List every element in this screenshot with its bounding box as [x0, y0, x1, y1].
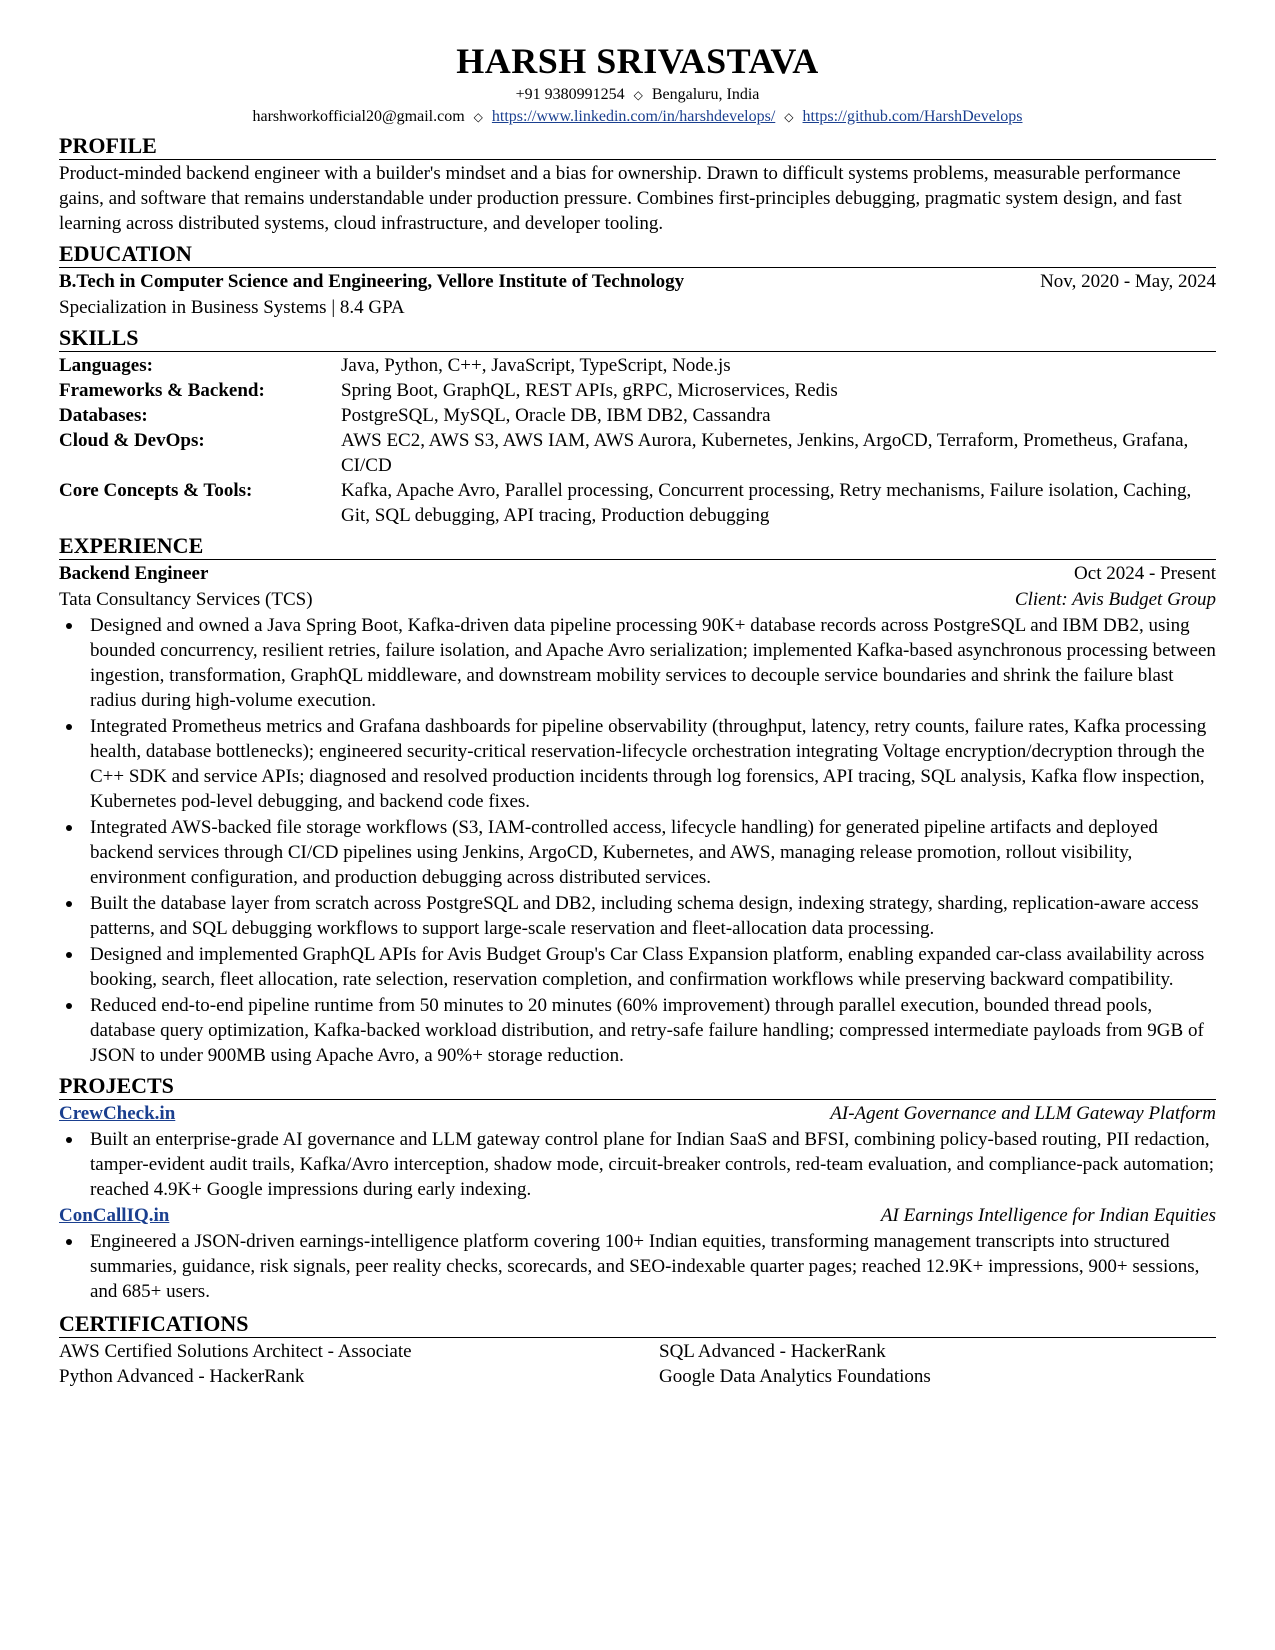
github-link[interactable]: https://github.com/HarshDevelops	[802, 108, 1023, 125]
skill-value: Spring Boot, GraphQL, REST APIs, gRPC, Microservices, Redis	[341, 380, 838, 401]
section-title-experience: EXPERIENCE	[59, 534, 1216, 560]
linkedin-link[interactable]: https://www.linkedin.com/in/harshdevelops/	[491, 108, 776, 125]
certification-item: AWS Certified Solutions Architect - Associate	[59, 1341, 412, 1362]
location: Bengaluru, India	[651, 86, 760, 103]
project-link-crewcheck[interactable]: CrewCheck.in	[59, 1103, 176, 1124]
job-dates: Oct 2024 - Present	[1074, 563, 1216, 584]
skill-value: Kafka, Apache Avro, Parallel processing, Concurrent processing, Retry mechanisms, Failure isolation, Caching, Git, SQL debugging, API tracing, Production debugging	[341, 480, 1192, 526]
phone-number: +91 9380991254	[515, 86, 625, 103]
skill-value: Java, Python, C++, JavaScript, TypeScript, Node.js	[341, 355, 731, 376]
separator-icon: ◇	[473, 110, 483, 124]
skill-row	[59, 478, 1216, 528]
section-title-projects: PROJECTS	[59, 1074, 1216, 1100]
candidate-name: HARSH SRIVASTAVA	[456, 41, 819, 81]
skill-label: Languages:	[59, 355, 153, 376]
project-header	[59, 1203, 1216, 1229]
list-item: Built the database layer from scratch across PostgreSQL and DB2, including schema design, indexing strategy, sharding, replication-aware access patterns, and SQL debugging workflows to support large-scale reservation and fleet-allocation data processing.	[90, 891, 1216, 941]
list-item: Designed and owned a Java Spring Boot, Kafka-driven data pipeline processing 90K+ database records across PostgreSQL and IBM DB2, using bounded concurrency, resilient retries, failure isolation, and Apache Avro serialization; implemented Kafka-based asynchronous processing between ingestion, transformation, GraphQL middleware, and downstream mobility services to decouple service boundaries and shrink the failure blast radius during high-volume execution.	[90, 615, 1216, 711]
degree: B.Tech in Computer Science and Engineering, Vellore Institute of Technology	[59, 271, 685, 292]
certifications-grid	[59, 1339, 1216, 1389]
project-tagline: AI-Agent Governance and LLM Gateway Platform	[830, 1103, 1216, 1124]
skills-table	[59, 353, 1216, 528]
skill-label: Core Concepts & Tools:	[59, 480, 253, 501]
certification-item: Google Data Analytics Foundations	[659, 1366, 931, 1387]
project-bullets	[59, 1127, 1216, 1202]
education-row	[59, 269, 1216, 295]
email-address: harshworkofficial20@gmail.com	[252, 108, 465, 125]
contact-line-1	[59, 84, 1216, 106]
list-item: Reduced end-to-end pipeline runtime from 50 minutes to 20 minutes (60% improvement) through parallel execution, bounded thread pools, database query optimization, Kafka-backed workload distribution, and retry-safe failure handling; compressed intermediate payloads from 9GB of JSON to under 900MB using Apache Avro, a 90%+ storage reduction.	[90, 993, 1216, 1068]
contact-line-2	[59, 106, 1216, 128]
section-title-education: EDUCATION	[59, 242, 1216, 268]
section-title-skills: SKILLS	[59, 326, 1216, 352]
skill-label: Databases:	[59, 405, 148, 426]
skill-row	[59, 403, 1216, 428]
section-title-certifications: CERTIFICATIONS	[59, 1312, 1216, 1338]
section-title-profile: PROFILE	[59, 134, 1216, 160]
list-item: Integrated AWS-backed file storage workflows (S3, IAM-controlled access, lifecycle handling) for generated pipeline artifacts and deployed backend services through CI/CD pipelines using Jenkins, ArgoCD, Kubernetes, and AWS, managing release promotion, rollout visibility, environment configuration, and production debugging across distributed services.	[90, 815, 1216, 890]
skill-value: AWS EC2, AWS S3, AWS IAM, AWS Aurora, Kubernetes, Jenkins, ArgoCD, Terraform, Prometheus, Grafana, CI/CD	[341, 430, 1189, 476]
experience-bullets	[59, 613, 1216, 1068]
project-link-concalliq[interactable]: ConCallIQ.in	[59, 1205, 170, 1226]
resume-page	[59, 38, 1216, 1389]
skill-row	[59, 353, 1216, 378]
skill-row	[59, 428, 1216, 478]
education-detail: Specialization in Business Systems | 8.4 GPA	[59, 297, 405, 318]
certification-item: Python Advanced - HackerRank	[59, 1366, 305, 1387]
project-bullets	[59, 1229, 1216, 1304]
list-item: Engineered a JSON-driven earnings-intelligence platform covering 100+ Indian equities, transforming management transcripts into structured summaries, guidance, risk signals, peer reality checks, scorecards, and SEO-indexable quarter pages; reached 12.9K+ impressions, 900+ sessions, and 685+ users.	[90, 1229, 1216, 1304]
education-dates: Nov, 2020 - May, 2024	[1040, 271, 1216, 292]
company-name: Tata Consultancy Services (TCS)	[59, 589, 313, 610]
skill-label: Frameworks & Backend:	[59, 380, 265, 401]
experience-subheader	[59, 587, 1216, 613]
profile-summary: Product-minded backend engineer with a builder's mindset and a bias for ownership. Drawn to difficult systems problems, measurable performance gains, and software that remains understandable under production pressure. Combines first-principles debugging, pragmatic system design, and fast learning across distributed systems, cloud infrastructure, and developer tooling.	[59, 163, 1182, 234]
skill-value: PostgreSQL, MySQL, Oracle DB, IBM DB2, Cassandra	[341, 405, 771, 426]
project-tagline: AI Earnings Intelligence for Indian Equities	[880, 1205, 1216, 1226]
client-name: Client: Avis Budget Group	[1014, 589, 1216, 610]
project-header	[59, 1101, 1216, 1127]
list-item: Integrated Prometheus metrics and Grafana dashboards for pipeline observability (throughput, latency, retry counts, failure rates, Kafka processing health, database bottlenecks); engineered security-critical reservation-lifecycle orchestration integrating Voltage encryption/decryption through the C++ SDK and service APIs; diagnosed and resolved production incidents through log forensics, API tracing, SQL analysis, Kafka flow inspection, Kubernetes pod-level debugging, and backend code fixes.	[90, 714, 1216, 814]
experience-header	[59, 561, 1216, 587]
job-role: Backend Engineer	[59, 563, 209, 584]
separator-icon: ◇	[784, 110, 794, 124]
certification-item: SQL Advanced - HackerRank	[659, 1341, 886, 1362]
list-item: Built an enterprise-grade AI governance and LLM gateway control plane for Indian SaaS and BFSI, combining policy-based routing, PII redaction, tamper-evident audit trails, Kafka/Avro interception, shadow mode, circuit-breaker controls, red-team evaluation, and compliance-pack automation; reached 4.9K+ Google impressions during early indexing.	[90, 1129, 1215, 1200]
skill-row	[59, 378, 1216, 403]
list-item: Designed and implemented GraphQL APIs for Avis Budget Group's Car Class Expansion platform, enabling expanded car-class availability across booking, search, fleet allocation, rate selection, reservation completion, and confirmation workflows while preserving backward compatibility.	[90, 942, 1216, 992]
skill-label: Cloud & DevOps:	[59, 430, 205, 451]
separator-icon: ◇	[633, 88, 643, 102]
